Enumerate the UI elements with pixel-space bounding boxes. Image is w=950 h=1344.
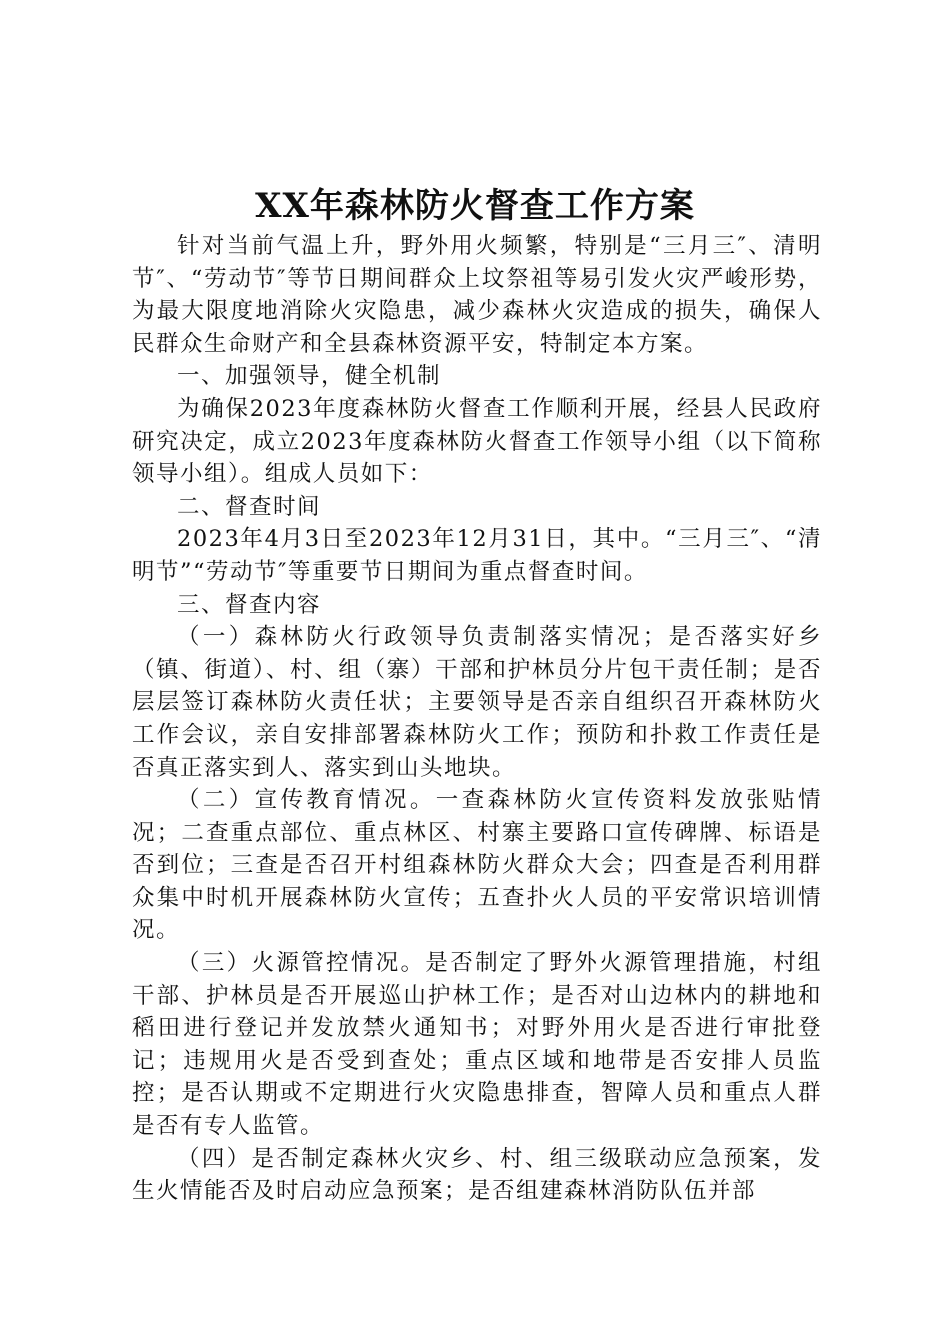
section-1-paragraph: 为确保2023年度森林防火督查工作顺利开展，经县人民政府研究决定，成立2023年度森林防火督查工作领导小组（以下简称领导小组）。组成人员如下： — [132, 395, 822, 488]
content-item-4: （四）是否制定森林火灾乡、村、组三级联动应急预案，发生火情能否及时启动应急预案；是否组建森林消防队伍并部 — [132, 1145, 822, 1205]
content-item-1: （一）森林防火行政领导负责制落实情况；是否落实好乡（镇、街道）、村、组（寨）干部和护林员分片包干责任制；是否层层签订森林防火责任状；主要领导是否亲自组织召开森林防火工作会议，亲自安排部署森林防火工作；预防和扑救工作责任是否真正落实到人、落实到山头地块。 — [132, 624, 822, 781]
intro-paragraph: 针对当前气温上升，野外用火频繁，特别是“三月三″、清明节″、“劳动节″等节日期间群众上坟祭祖等易引发火灾严峻形势，为最大限度地消除火灾隐患，减少森林火灾造成的损失，确保人民群众生命财产和全县森林资源平安，特制定本方案。 — [132, 233, 822, 357]
document-title: XX年森林防火督查工作方案 — [255, 186, 695, 226]
content-item-3: （三）火源管控情况。是否制定了野外火源管理措施，村组干部、护林员是否开展巡山护林工作；是否对山边林内的耕地和稻田进行登记并发放禁火通知书；对野外用火是否进行审批登记；违规用火是否受到查处；重点区域和地带是否安排人员监控；是否认期或不定期进行火灾隐患排查，智障人员和重点人群是否有专人监管。 — [132, 950, 822, 1140]
section-2-paragraph: 2023年4月3日至2023年12月31日，其中。“三月三″、“清明节”“劳动节″等重要节日期间为重点督查时间。 — [132, 526, 822, 585]
document-body — [132, 230, 822, 1208]
section-heading-3: 三、督查内容 — [177, 591, 322, 618]
content-item-2: （二）宣传教育情况。一查森林防火宣传资料发放张贴情况；二查重点部位、重点林区、村寨主要路口宣传碑牌、标语是否到位；三查是否召开村组森林防火群众大会；四查是否利用群众集中时机开展森林防火宣传；五查扑火人员的平安常识培训情况。 — [132, 787, 822, 944]
section-heading-2: 二、督查时间 — [177, 493, 322, 520]
section-heading-1: 一、加强领导，健全机制 — [177, 363, 442, 390]
